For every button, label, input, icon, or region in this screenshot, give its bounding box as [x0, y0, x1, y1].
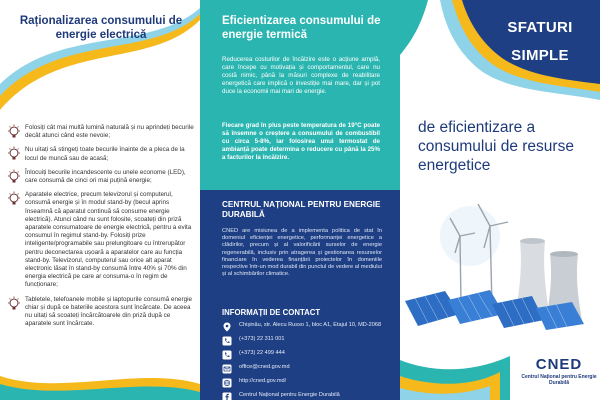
contact-list — [222, 322, 382, 400]
contact-phone-1[interactable] — [222, 336, 382, 346]
lightbulb-icon — [6, 146, 22, 162]
email-icon — [222, 364, 232, 374]
contact-text: http://cned.gov.md/ — [239, 378, 287, 384]
logo-subtitle: Centrul Național pentru Energie Durabilă — [521, 374, 597, 386]
cned-logo — [520, 352, 598, 400]
contact-text: (+373) 22 499 444 — [239, 350, 285, 356]
tip-text: Nu uitați să stingeți toate becurile înainte de a pleca de la locul de muncă sau de acasă; — [25, 146, 185, 162]
tips-list — [6, 124, 196, 334]
contact-text: office@cned.gov.md — [239, 364, 290, 370]
phone-icon — [222, 350, 232, 360]
contact-website[interactable] — [222, 378, 382, 388]
tip-text: Înlocuiți becurile incandescente cu unele econome (LED), care consumă de cinci ori mai puțină energie; — [25, 168, 186, 185]
panel-thermal-title: Eficientizarea consumului de energie termică — [222, 15, 381, 41]
organization-description: CNED are misiunea de a implementa politica de stat în domeniul eficienței energetice, performanței energetice a clădirilor, precum și al valorificării surselor de energie regenerabilă, inclusiv prin atragerea și gestionarea resurselor financiare în vederea finanțării proiectelor în domeniile respective într-un mod durabil din punctul de vedere al mediului și al schimbărilor climatice. — [222, 228, 382, 278]
contact-phone-2[interactable] — [222, 350, 382, 360]
contact-email[interactable] — [222, 364, 382, 374]
logo-text: CNED — [535, 356, 583, 373]
panel-thermal — [200, 0, 400, 400]
list-item — [6, 146, 196, 162]
phone-icon — [222, 336, 232, 346]
cover-headline — [490, 14, 590, 70]
organization-title: CENTRUL NAȚIONAL PENTRU ENERGIE DURABILĂ — [222, 200, 381, 219]
panel-cover — [400, 0, 600, 400]
globe-icon — [222, 378, 232, 388]
lightbulb-icon — [6, 296, 22, 312]
lightbulb-icon — [6, 191, 22, 207]
facebook-icon — [222, 392, 232, 400]
contact-text: (+373) 22 311 001 — [239, 336, 285, 342]
list-item — [6, 169, 196, 185]
location-pin-icon — [222, 322, 232, 332]
contact-text: Chișinău, str. Alecu Russo 1, bloc A1, Etajul 10, MD-2068 — [239, 322, 382, 328]
lightbulb-icon — [6, 124, 22, 140]
energy-illustration — [400, 196, 600, 346]
panel-electric-title: Raționalizarea consumului de energie electrică — [19, 15, 183, 41]
headline-top: SFATURI — [507, 19, 573, 36]
contact-text: Centrul Național pentru Energie Durabilă — [239, 392, 340, 398]
contact-title: INFORMAȚII DE CONTACT — [222, 308, 321, 317]
thermal-section — [200, 0, 400, 190]
contact-facebook[interactable] — [222, 392, 382, 400]
list-item — [6, 124, 196, 140]
tip-text: Aparatele electrice, precum televizorul și computerul, consumă energie și în modul stand-by (becul aprins înseamnă că aparatul continuă să consume energie electrică). Atunci când nu sunt folosite, scoateți din priză aparatele consumatoare de energie electrică, pentru a evita consumul în regimul stand-by. Folosiți prize inteligente/programabile sau prelungitoare cu întrerupător pentru deconectarea ușoară a aparatelor care au funcția stand-by. Televizorul, computerul sau orice alt aparat electronic lăsat în stand-by consumă între 40% și 70% din energia electrică pe care ar consuma-o în regim de funcționare; — [25, 191, 192, 289]
tip-text: Tabletele, telefoanele mobile și laptopurile consumă energie chiar și după ce bateriile acestora sunt încărcate. De aceea nu uitați să scoateți încărcătoarele din priză după ce aparatele sunt încărcate. — [25, 295, 192, 328]
headline-bottom: SIMPLE — [511, 47, 569, 64]
tip-text: Folosiți cât mai multă lumină naturală și nu aprindeți becurile decât atunci când este nevoie; — [25, 124, 194, 140]
thermal-paragraph-2: Fiecare grad în plus peste temperatura de 19°C poate să însemne o creștere a consumului de combustibil cu circa 5-8%, iar folosirea unui termostat de ambianță poate determina o reducere cu până la 25% a facturilor la încălzire. — [222, 122, 380, 162]
bottom-wave-decoration — [0, 366, 200, 400]
panel-electric — [0, 0, 200, 400]
thermal-paragraph-1: Reducerea costurilor de încălzire este o acțiune amplă, care începe cu motivația și comportamentul, care nu costă nimic, până la măsuri complexe de reabilitare energetică care implică o investiție mai mare, dar și pot duce la economii mai mari de energie. — [222, 56, 380, 96]
cover-subtitle: de eficientizare a consumului de resurse energetice — [418, 119, 574, 174]
organization-section — [200, 190, 400, 400]
lightbulb-icon — [6, 169, 22, 185]
contact-address — [222, 322, 382, 332]
list-item — [6, 296, 196, 329]
list-item — [6, 191, 196, 289]
